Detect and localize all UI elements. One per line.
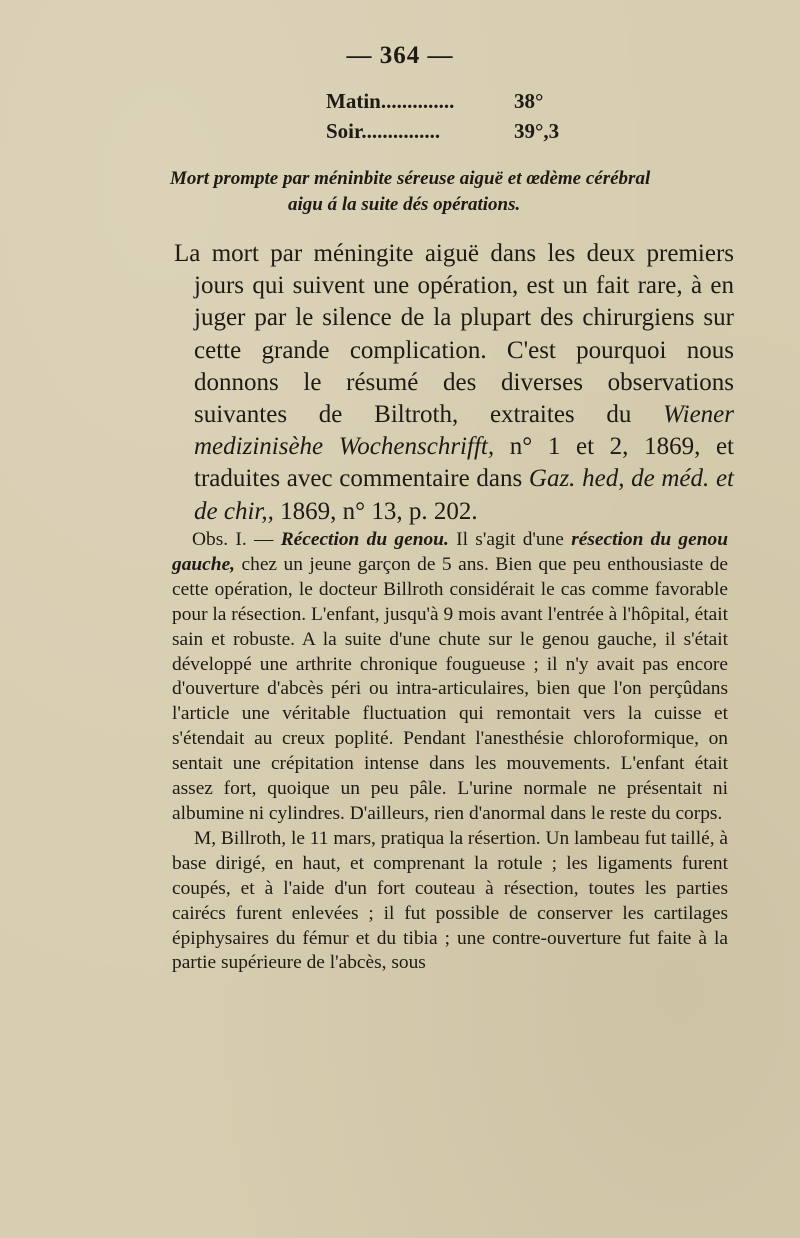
intro-text — [174, 238, 734, 528]
observation-title: Récection du genou. — [280, 529, 449, 550]
observation-label: Obs. I. — — [192, 529, 281, 550]
page-number: — 364 — — [346, 42, 454, 69]
temperature-label: Soir............... — [326, 119, 441, 143]
section-title-line2: aigu á la suite dés opérations. — [288, 194, 521, 215]
intro-text-part: 1869, n° 13, p. 202. — [273, 497, 478, 525]
temperature-label: Matin.............. — [326, 89, 455, 113]
observation-text-part: Il s'agit d'une — [448, 529, 572, 550]
temperature-readings — [326, 86, 586, 146]
operation-paragraph: M, Billroth, le 11 mars, pratiqua la résertion. Un lambeau fut taillé, à base dirigé, en haut, et comprenant la rotule ; les ligaments furent coupés, et à l'aide d'un fort couteau à résection, toutes les parties cairécs furent enlevées ; il fut possible de conserver les cartilages épiphysaires du fémur et du tibia ; une contre-ouverture fut faite à la partie supérieure de l'abcès, sous — [172, 827, 728, 974]
temperature-row-evening — [326, 116, 586, 146]
observation-emphasis: résection du genou gauche, — [172, 529, 729, 575]
observation-text — [172, 528, 728, 976]
section-title-line1: Mort prompte par méninbite séreuse aiguë et œdème cérébral — [170, 168, 651, 189]
observation-text-part: chez un jeune garçon de 5 ans. Bien que peu enthousiaste de cette opération, le docteur Billroth considérait le cas comme favorable pour la résection. L'enfant, jusqu'à 9 mois avant l'entrée à l'hôpital, était sain et robuste. A la suite d'une chute sur le genou gauche, il s'était développé une arthrite chronique fougueuse ; il n'y avait pas encore d'ouverture d'abcès péri ou intra-articulaires, bien que l'on perçûdans l'article une véritable fluctuation qui remontait vers la cuisse et s'étendait au creux poplité. Pendant l'anesthésie chloroformique, on sentait une crépitation intense dans les mouvements. L'enfant était assez fort, quoique un peu pâle. L'urine normale ne présentait ni albumine ni cylindres. D'ailleurs, rien d'anormal dans le reste du corps. — [172, 553, 728, 824]
observation-paragraph — [172, 528, 728, 827]
intro-text-part: La mort par méningite aiguë dans les deux premiers jours qui suivent une opération, est un fait rare, à en juger par le silence de la plupart des chirurgiens sur cette grande complication. C'est pourquoi nous donnons le résumé des diverses observations suivantes de Biltroth, extraites du — [174, 240, 734, 429]
intro-text-part: n° 1 et 2, 1869, et traduites avec commentaire dans — [194, 433, 734, 493]
temperature-value: 38° — [514, 89, 544, 113]
section-title — [170, 166, 740, 218]
temperature-value: 39°,3 — [514, 119, 560, 143]
journal-citation: Gaz. hed, de méd. et de chir,, — [194, 465, 734, 525]
journal-citation: Wiener medizinisèhe Wochenschrifft, — [194, 401, 734, 461]
temperature-row-morning — [326, 86, 586, 116]
intro-paragraph — [174, 238, 734, 528]
